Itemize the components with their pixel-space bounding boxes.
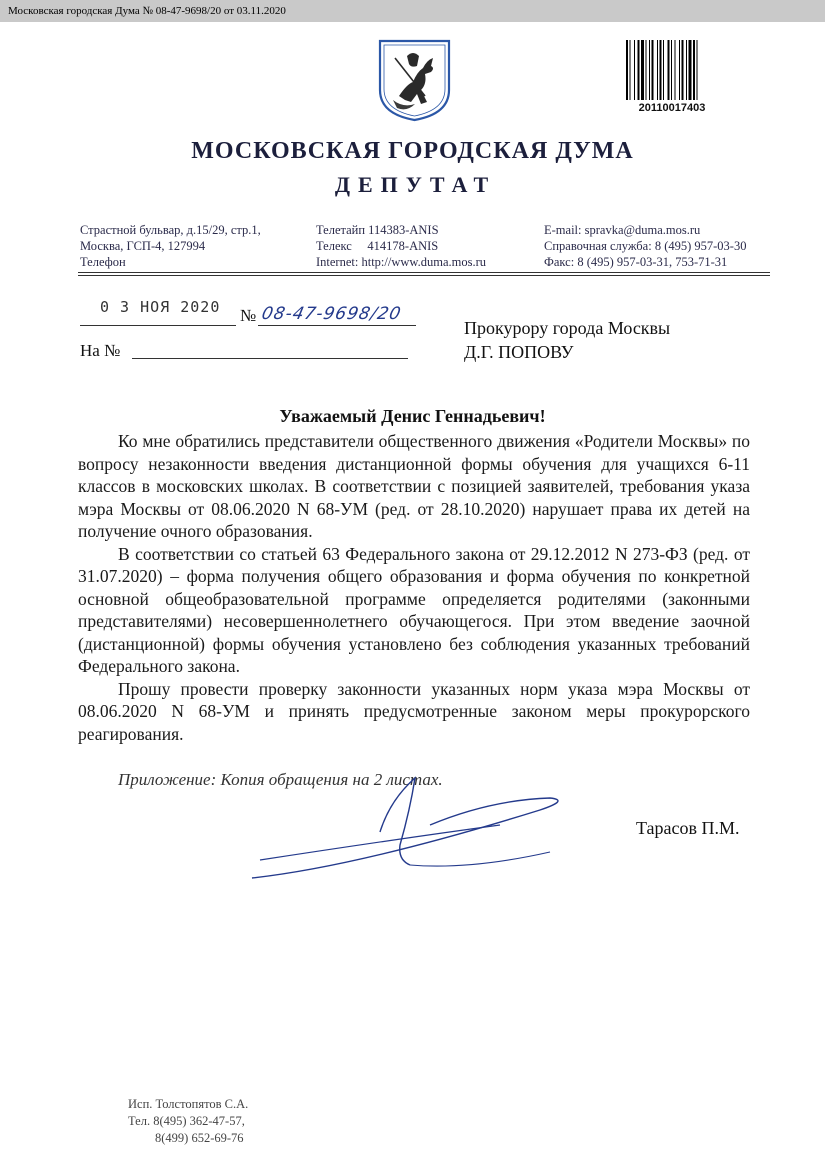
contacts-telex	[316, 222, 486, 270]
contacts-email	[544, 222, 746, 270]
contact-line: Москва, ГСП-4, 127994	[80, 239, 206, 253]
addressee-block	[464, 316, 670, 364]
reference-number-label: На №	[80, 341, 121, 360]
executor-phone-2: 8(499) 652-69-76	[155, 1131, 244, 1145]
number-underline	[258, 325, 416, 326]
executor-name: Исп. Толстопятов С.А.	[128, 1097, 249, 1111]
date-stamp: 0 3 НОЯ 2020	[100, 298, 221, 316]
body-paragraph: Ко мне обратились представители общественного движения «Родители Москвы» по вопросу незаконности введения дистанционной формы обучения для учащихся 6-11 классов в московских школах. В соответствии с позицией заявителей, требования указа мэра Москвы от 08.06.2020 N 68-УМ (ред. от 28.10.2020) нарушает права их детей на получение очного образования.	[78, 431, 750, 541]
organization-subtitle: ДЕПУТАТ	[334, 172, 497, 197]
contact-line: Телекс 414178-ANIS	[316, 239, 439, 253]
addressee-name: Д.Г. ПОПОВУ	[464, 342, 574, 362]
contact-line: Страстной бульвар, д.15/29, стр.1,	[80, 223, 261, 237]
moscow-coat-of-arms-icon	[377, 38, 452, 122]
contact-line: Телетайп 114383-ANIS	[316, 223, 439, 237]
number-sign: №	[240, 306, 257, 325]
document-header-bar: Московская городская Дума № 08-47-9698/20 от 03.11.2020	[0, 0, 825, 22]
salutation: Уважаемый Денис Геннадьевич!	[279, 406, 546, 426]
body-paragraph: Прошу провести проверку законности указанных норм указа мэра Москвы от 08.06.2020 N 68-УМ и принять предусмотренные законом меры прокурорского реагирования.	[78, 678, 750, 744]
body-paragraph: В соответствии со статьей 63 Федерального закона от 29.12.2012 N 273-ФЗ (ред. от 31.07.2020) – форма получения общего образования и форма обучения по конкретной основной общеобразовательной программе определяется родителями (законными представителями) несовершеннолетнего обучающегося. При этом введение заочной (дистанционной) формы обучения установлено без соблюдения указанных требований Федерального закона.	[78, 543, 750, 676]
barcode-number: 20110017403	[638, 102, 706, 114]
contact-line: Факс: 8 (495) 957-03-31, 753-71-31	[544, 255, 728, 269]
header-divider	[78, 272, 770, 273]
addressee-position: Прокурору города Москвы	[464, 318, 671, 338]
executor-phone: Тел. 8(495) 362-47-57,	[128, 1114, 245, 1128]
barcode-image	[626, 40, 718, 100]
attachment-note: Приложение: Копия обращения на 2 листах.	[118, 770, 443, 789]
contact-line: Телефон	[80, 255, 126, 269]
letter-body	[78, 430, 750, 745]
reference-number-underline	[132, 358, 408, 359]
executor-block	[128, 1096, 248, 1147]
contact-line: Справочная служба: 8 (495) 957-03-30	[544, 239, 747, 253]
handwritten-registration-number: 08-47-9698/20	[259, 304, 404, 324]
organization-title: МОСКОВСКАЯ ГОРОДСКАЯ ДУМА	[191, 138, 634, 164]
contacts-address	[80, 222, 261, 270]
date-underline	[80, 325, 236, 326]
signer-name: Тарасов П.М.	[636, 818, 740, 838]
handwritten-signature	[240, 770, 580, 885]
contact-line: E-mail: spravka@duma.mos.ru	[544, 223, 701, 237]
header-divider-thin	[78, 275, 770, 276]
contact-line: Internet: http://www.duma.mos.ru	[316, 255, 486, 269]
